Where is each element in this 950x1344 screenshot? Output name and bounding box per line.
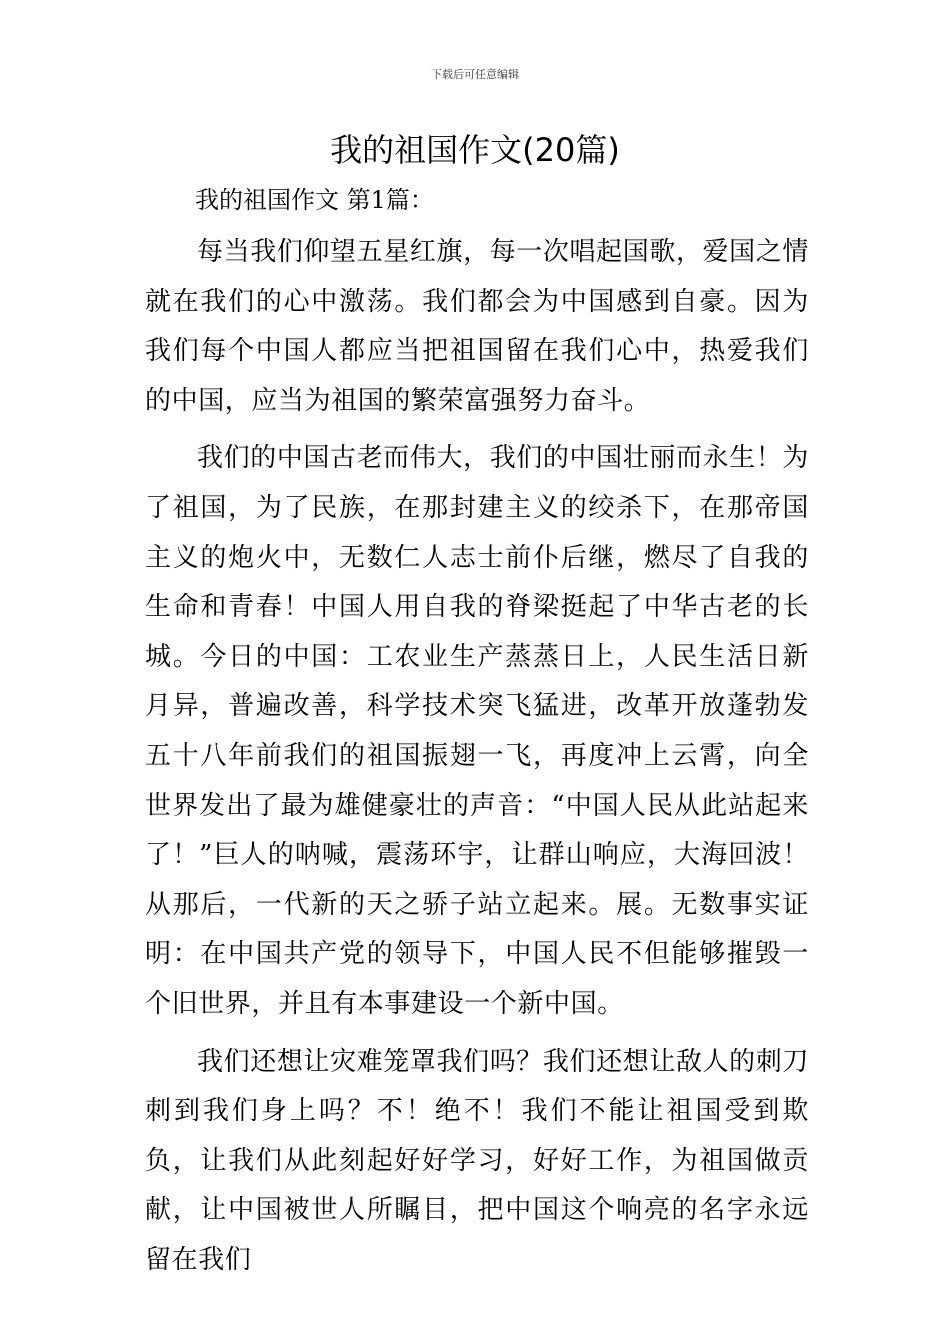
header-note: 下载后可任意编辑 [431, 68, 519, 81]
document-title: 我的祖国作文(20篇) [330, 131, 620, 169]
article-body [145, 228, 809, 1293]
section-heading: 我的祖国作文 第1篇： [195, 186, 434, 214]
paragraph-1: 每当我们仰望五星红旗，每一次唱起国歌，爱国之情就在我们的心中激荡。我们都会为中国感到自豪。因为我们每个中国人都应当把祖国留在我们心中，热爱我们的中国，应当为祖国的繁荣富强努力奋斗。 [145, 237, 809, 416]
paragraph-2: 我们的中国古老而伟大，我们的中国壮丽而永生！为了祖国，为了民族，在那封建主义的绞杀下，在那帝国主义的炮火中，无数仁人志士前仆后继，燃尽了自我的生命和青春！中国人用自我的脊梁挺起了中华古老的长城。今日的中国：工农业生产蒸蒸日上，人民生活日新月异，普遍改善，科学技术突飞猛进，改革开放蓬勃发五十八年前我们的祖国振翅一飞，再度冲上云霄，向全世界发出了最为雄健豪壮的声音：“中国人民从此站起来了！”巨人的呐喊，震荡环宇，让群山响应，大海回波！从那后，一代新的天之骄子站立起来。展。无数事实证明：在中国共产党的领导下，中国人民不但能够摧毁一个旧世界，并且有本事建设一个新中国。 [145, 443, 809, 1019]
paragraph-3: 我们还想让灾难笼罩我们吗？我们还想让敌人的刺刀刺到我们身上吗？不！绝不！我们不能让祖国受到欺负，让我们从此刻起好好学习，好好工作，为祖国做贡献，让中国被世人所瞩目，把中国这个响亮的名字永远留在我们 [145, 1046, 809, 1275]
